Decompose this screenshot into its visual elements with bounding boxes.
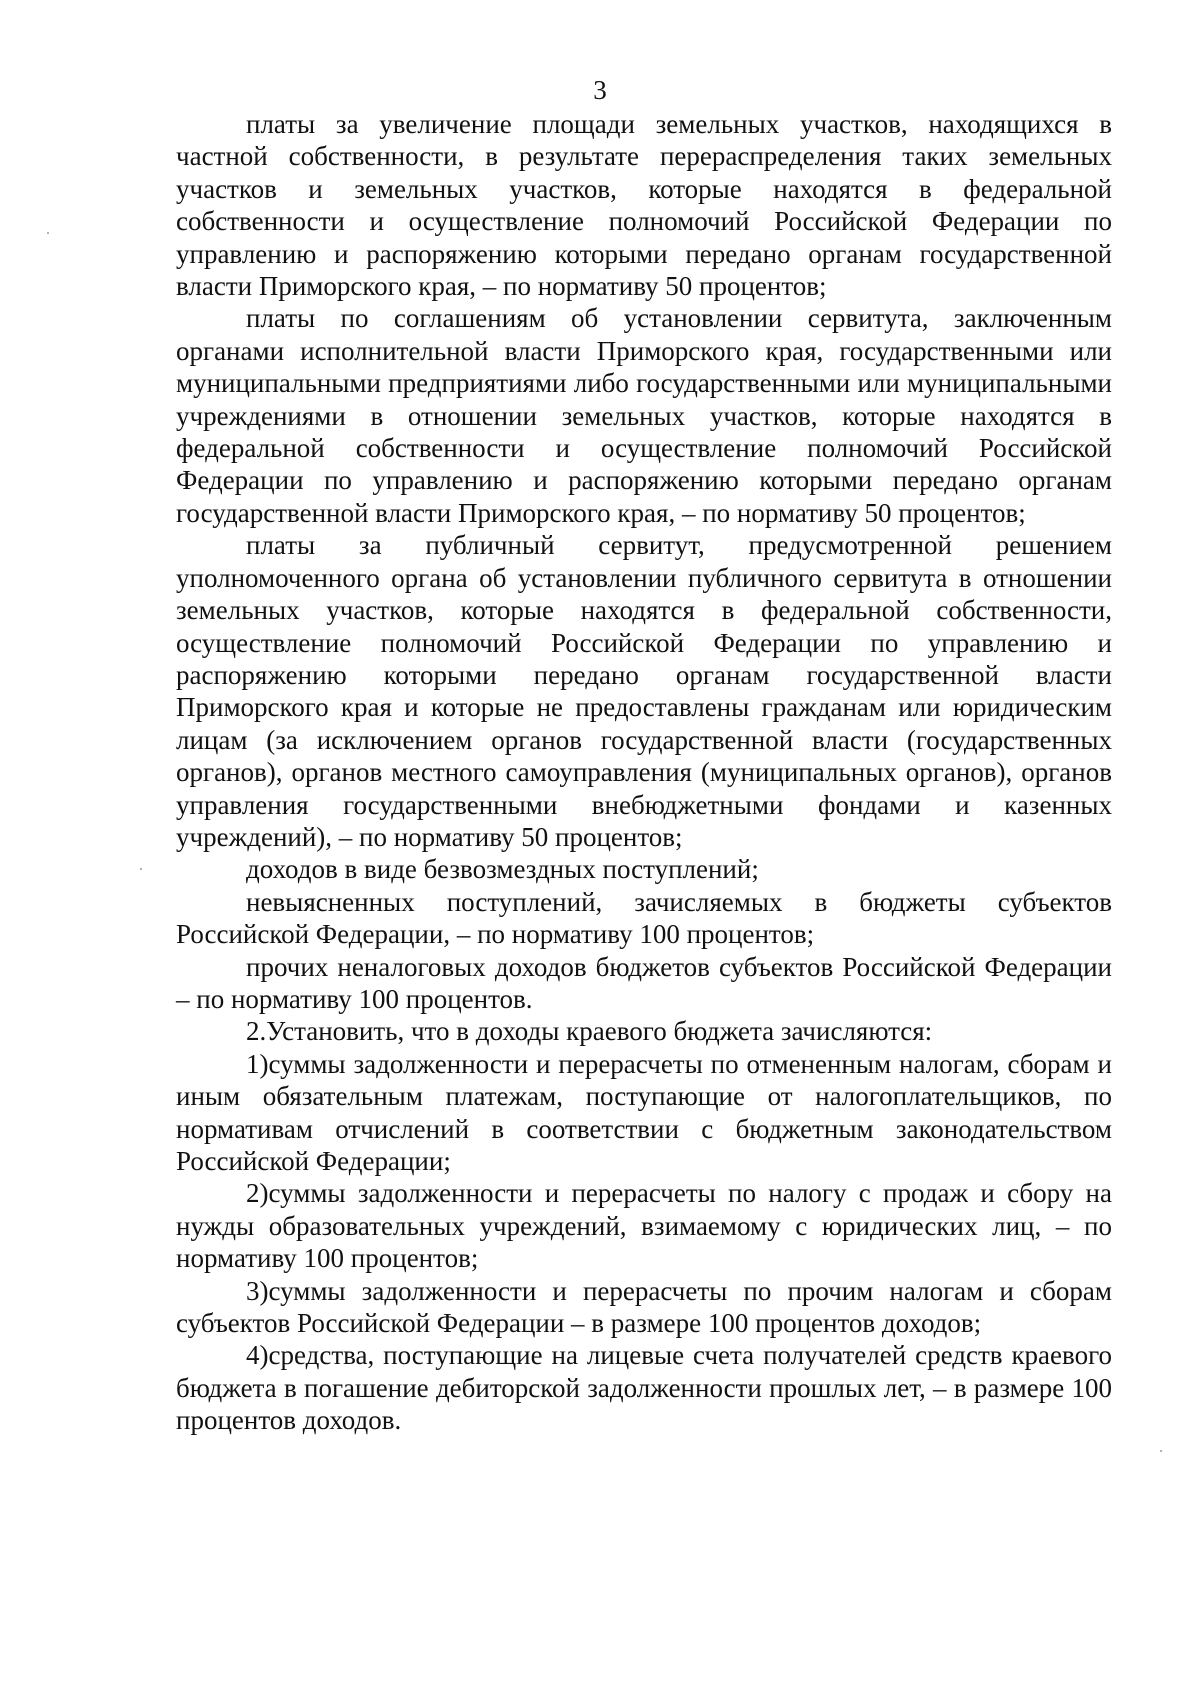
scan-speck <box>140 868 142 870</box>
paragraph-servitude-agreements-fee: платы по соглашениям об установлении сервитута, заключенным органами исполнительной власти Приморского края, государственными или муниципальными предприятиями либо государственными или муниципальными учреждениями в отношении земельных участков, которые находятся в федеральной собственности и осуществление полномочий Российской Федерации по управлению и распоряжению которыми передано органам государственной власти Приморского края, – по нормативу 50 процентов; <box>176 303 1112 528</box>
paragraph-land-area-increase-fee: платы за увеличение площади земельных участков, находящихся в частной собственности, в результате перераспределения таких земельных участков и земельных участков, которые находятся в федеральной собственности и осуществление полномочий Российской Федерации по управлению и распоряжению которыми передано органам государственной власти Приморского края, – по нормативу 50 процентов; <box>176 109 1112 302</box>
paragraph-section-2-heading: 2.Установить, что в доходы краевого бюджета зачисляются: <box>246 1016 933 1047</box>
paragraph-public-servitude-fee: платы за публичный сервитут, предусмотренной решением уполномоченного органа об установлении публичного сервитута в отношении земельных участков, которые находятся в федеральной собственности, осуществление полномочий Российской Федерации по управлению и распоряжению которыми передано органам государственной власти Приморского края и которые не предоставлены гражданам или юридическим лицам (за исключением органов государственной власти (государственных органов), органов местного самоуправления (муниципальных органов), органов управления государственными внебюджетными фондами и казенных учреждений), – по нормативу 50 процентов; <box>176 530 1112 852</box>
paragraph-item-3: 3)суммы задолженности и перерасчеты по прочим налогам и сборам субъектов Российской Федерации – в размере 100 процентов доходов; <box>176 1275 1112 1339</box>
paragraph-item-2: 2)суммы задолженности и перерасчеты по налогу с продаж и сбору на нужды образовательных учреждений, взимаемому с юридических лиц, – по нормативу 100 процентов; <box>176 1178 1112 1274</box>
paragraph-gratuitous-receipts: доходов в виде безвозмездных поступлений; <box>246 854 759 885</box>
paragraph-unidentified-receipts: невыясненных поступлений, зачисляемых в бюджеты субъектов Российской Федерации, – по нормативу 100 процентов; <box>176 886 1112 950</box>
paragraph-other-non-tax-income: прочих неналоговых доходов бюджетов субъектов Российской Федерации – по нормативу 100 процентов. <box>176 951 1112 1014</box>
paragraph-item-4: 4)средства, поступающие на лицевые счета получателей средств краевого бюджета в погашение дебиторской задолженности прошлых лет, – в размере 100 процентов доходов. <box>176 1340 1112 1436</box>
page-number: 3 <box>593 75 607 105</box>
paragraph-item-1: 1)суммы задолженности и перерасчеты по отмененным налогам, сборам и иным обязательным платежам, поступающие от налогоплательщиков, по нормативам отчислений в соответствии с бюджетным законодательством Российской Федерации; <box>176 1048 1112 1176</box>
scan-speck <box>1160 1450 1162 1452</box>
scan-speck <box>47 232 49 234</box>
document-body <box>176 108 1112 1437</box>
